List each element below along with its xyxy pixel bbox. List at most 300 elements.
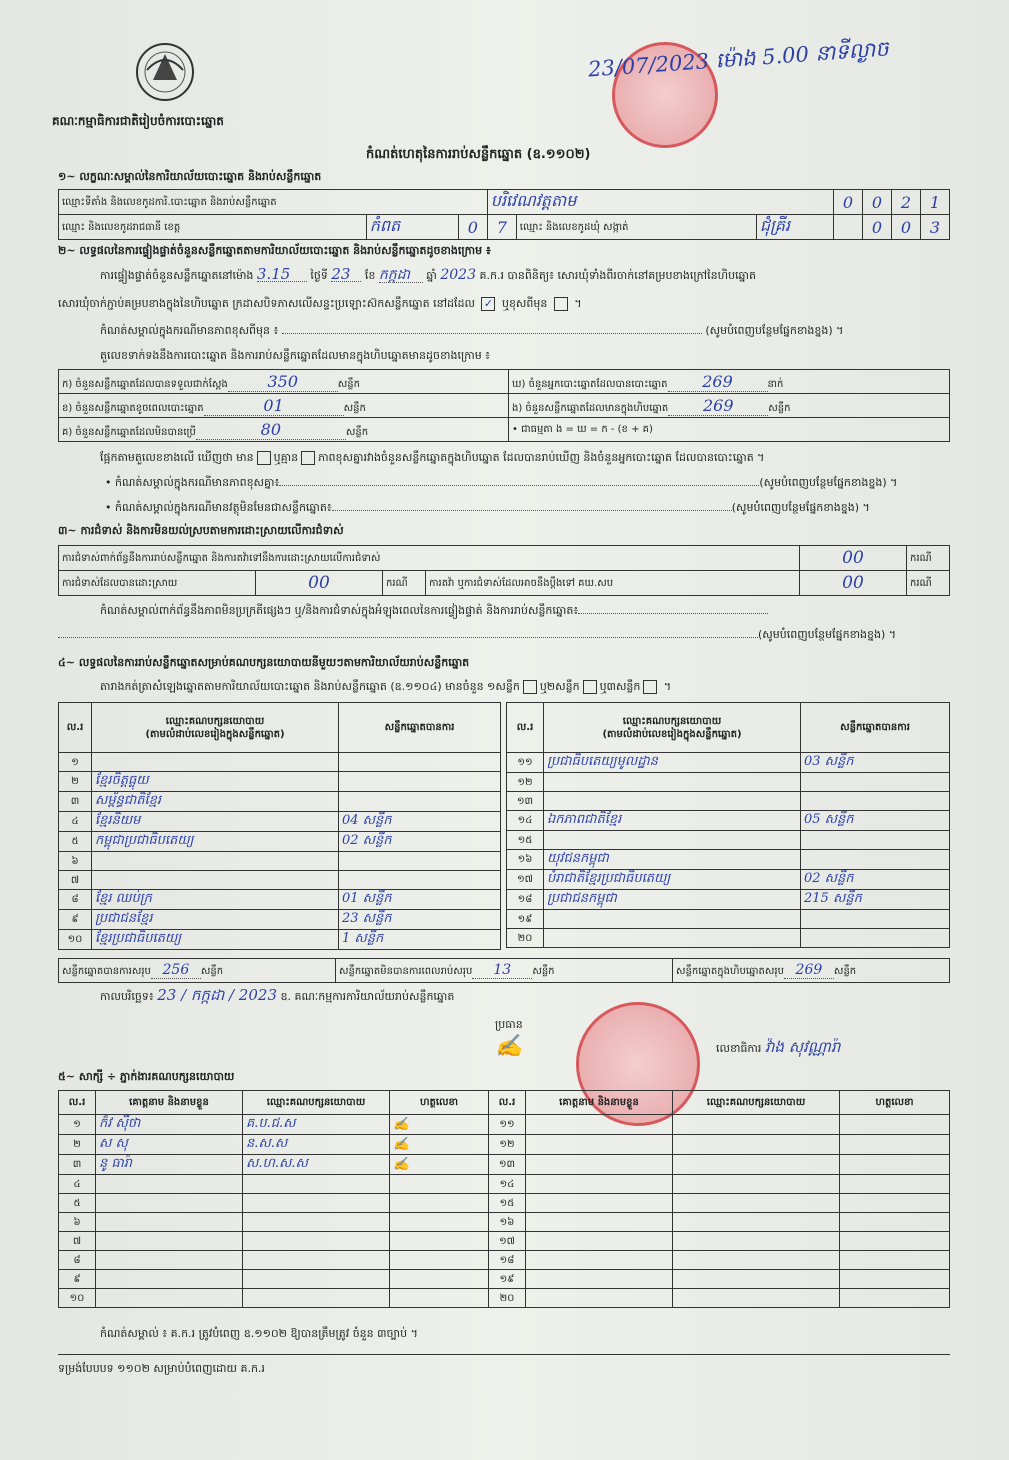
party-votes — [339, 772, 501, 792]
verify-year-label: ឆ្នាំ — [426, 269, 437, 282]
witness-signature — [390, 1232, 489, 1251]
row2-label: ឈ្មោះ និងលេខកូដរាជធានី ខេត្ត — [59, 215, 367, 240]
witness-row — [59, 1232, 950, 1251]
row-number: ៧ — [59, 871, 92, 890]
total-box-value: 269 — [784, 962, 834, 979]
party-votes: 23 សន្លឹក — [339, 910, 501, 930]
w-col-party: ឈ្មោះគណបក្សនយោបាយ — [243, 1091, 390, 1115]
witness-party-right — [673, 1232, 840, 1251]
irregularity-note-hint: (សូមបំពេញបន្ថែមផ្នែកខាងខ្នង) ។ — [758, 628, 897, 641]
foreign-object-hint: (សូមបំពេញបន្ថែមផ្នែកខាងខ្នង) ។ — [731, 501, 870, 514]
row-number: ៦ — [59, 1213, 96, 1232]
chair-label: ប្រធាន — [495, 1018, 523, 1031]
verification-line — [100, 267, 756, 283]
witness-party: ស.ហ.ស.ស — [243, 1155, 390, 1175]
foreign-object-note — [105, 501, 870, 515]
date-line — [100, 988, 454, 1004]
row-number: ១០ — [59, 930, 92, 950]
witness-party-right — [673, 1115, 840, 1135]
verify-time: 3.15 — [257, 267, 307, 282]
appeal-label: ការតវ៉ា ឬការជំទាស់ដែលអាចនឹងប្តឹងទៅ គឃ.សប — [426, 571, 800, 596]
witness-signature-right — [840, 1115, 950, 1135]
total-box-label: សន្លឹកឆ្នោតក្នុងហិបឆ្នោតសរុប — [676, 966, 784, 977]
w-col-name-right: គោត្តនាម និងនាមខ្លួន — [526, 1091, 673, 1115]
witness-party — [243, 1232, 390, 1251]
party-name: សម្ព័ន្ធជាតិខ្មែរ — [92, 792, 339, 812]
witness-name-right — [526, 1115, 673, 1135]
verify-year: 2023 — [440, 267, 476, 283]
table-row — [507, 910, 950, 929]
table-row — [59, 910, 501, 930]
witness-row — [59, 1175, 950, 1194]
party-votes: 02 សន្លឹក — [801, 870, 950, 890]
row-number: ១៣ — [507, 792, 544, 811]
location-code-3: 2 — [892, 190, 921, 215]
spoiled-unit: សន្លឹក — [343, 402, 366, 414]
figures-intro: តួលេខទាក់ទងនឹងការបោះឆ្នោត និងការរាប់សន្លឹកឆ្នោតដែលមានក្នុងហិបឆ្នោតមានដូចខាងក្រោម ៖ — [100, 349, 491, 362]
objections-table — [58, 545, 950, 596]
party-name — [544, 792, 801, 811]
party-votes: 215 សន្លឹក — [801, 890, 950, 910]
witness-row — [59, 1251, 950, 1270]
discrepancy-none: ឬគ្មាន — [273, 451, 299, 464]
witness-signature — [390, 1289, 489, 1308]
row-number-right: ១៩ — [489, 1270, 526, 1289]
table-row — [59, 772, 501, 792]
seal-text: សោរឃុំចាក់ភ្ជាប់គម្របខាងក្នុងនៃហិបឆ្នោត ក្រដាសបិទភាសលើសន្ទះប្រឡោះស៊កសន្លឹកឆ្នោត នៅដដែល — [58, 297, 475, 310]
party-votes — [339, 753, 501, 772]
witness-name-right — [526, 1213, 673, 1232]
party-name — [92, 871, 339, 890]
foreign-object-label: • កំណត់សម្គាល់ក្នុងករណីមានវត្ថុមិនមែនជាសន្លឹកឆ្នោត៖ — [105, 501, 332, 514]
row-number: ៥ — [59, 832, 92, 852]
row-number: ១០ — [59, 1289, 96, 1308]
row-number-right: ១៣ — [489, 1155, 526, 1175]
witness-signature-right — [840, 1232, 950, 1251]
witness-signature: ✍ — [390, 1115, 489, 1135]
province-code-1: 0 — [458, 215, 487, 240]
col-party — [92, 703, 339, 753]
party-name — [92, 753, 339, 772]
ballots-in-box-value: 269 — [668, 396, 768, 416]
party-votes: 05 សន្លឹក — [801, 811, 950, 831]
party-votes — [339, 792, 501, 812]
witness-signature — [390, 1270, 489, 1289]
witnesses-table — [58, 1090, 950, 1308]
witness-signature-right — [840, 1251, 950, 1270]
location-code-2: 0 — [863, 190, 892, 215]
witness-name: ស សុ — [96, 1135, 243, 1155]
table-row — [59, 812, 501, 832]
witness-name-right — [526, 1270, 673, 1289]
witness-party-right — [673, 1213, 840, 1232]
voters-label: ឃ) ចំនួនអ្នកបោះឆ្នោតដែលបានបោះឆ្នោត — [512, 378, 668, 390]
total-invalid-label: សន្លឹកឆ្នោតមិនបានការពេលរាប់សរុប — [339, 966, 473, 977]
one-sheet-checkbox[interactable] — [523, 680, 537, 694]
party-name — [544, 910, 801, 929]
party-name: ខ្មែរចិត្តធ្លុយ — [92, 772, 339, 792]
row-number: ៧ — [59, 1232, 96, 1251]
witness-name: នូ ធារ៉ា — [96, 1155, 243, 1175]
party-votes — [801, 910, 950, 929]
formula: • ជាធម្មតា ង = ឃ = ក - (ខ + គ) — [509, 418, 950, 442]
row-number-right: ១៥ — [489, 1194, 526, 1213]
table-row — [59, 871, 501, 890]
commune-name: ជុំគ្រីរ — [756, 215, 833, 240]
col-no-right: ល.រ — [507, 703, 544, 753]
form-title: កំណត់ហេតុនៃការរាប់សន្លឹកឆ្នោត (ឧ.១១០២) — [366, 147, 591, 162]
witness-name: ក៏វ ស៊ីថា — [96, 1115, 243, 1135]
ballots-in-box-unit: សន្លឹក — [768, 402, 791, 414]
party-votes — [801, 929, 950, 948]
witness-party: គ.ប.ជ.ស — [243, 1115, 390, 1135]
party-name — [92, 852, 339, 871]
appeal-value: 00 — [800, 571, 907, 596]
secretary-name: វ៉ាង សុវណ្ណារ៉ា — [764, 1038, 841, 1056]
three-sheet-label: ឬ៣សន្លឹក — [599, 680, 641, 693]
witness-party-right — [673, 1270, 840, 1289]
discrepancy-line — [100, 451, 764, 465]
resolved-unit: ករណី — [383, 571, 426, 596]
row-number-right: ១៧ — [489, 1232, 526, 1251]
table-row — [59, 753, 501, 772]
table-row — [59, 832, 501, 852]
section5-heading: ៥~ សាក្សី ÷ ភ្នាក់ងារគណបក្សនយោបាយ — [58, 1070, 235, 1083]
table-row — [507, 850, 950, 870]
row-number-right: ១៤ — [489, 1175, 526, 1194]
row1-label: ឈ្មោះទីតាំង និងលេខកូដការិ.បោះឆ្នោត និងរាប់សន្លឹកឆ្នោត — [59, 190, 488, 215]
footnote: កំណត់សម្គាល់ ៖ គ.ក.រ ត្រូវបំពេញ ឧ.១១០២ ឱ្យបានត្រឹមត្រូវ ចំនួន ៣ច្បាប់ ។ — [100, 1327, 418, 1340]
location-code-4: 1 — [921, 190, 950, 215]
spoiled-label: ខ) ចំនួនសន្លឹកឆ្នោតខូចពេលបោះឆ្នោត — [62, 402, 204, 414]
col-party-right-title: ឈ្មោះគណបក្សនយោបាយ — [622, 715, 722, 727]
unchanged-checkbox[interactable]: ✓ — [481, 297, 495, 311]
section4-heading: ៤~ លទ្ធផលនៃការរាប់សន្លឹកឆ្នោតសម្រាប់គណបក្សនយោបាយនីមួយៗតាមការិយាល័យរាប់សន្លឹកឆ្នោត — [58, 656, 470, 669]
section3-heading: ៣~ ការជំទាស់ និងការមិនយល់ស្របតាមការដោះស្រាយលើការជំទាស់ — [58, 524, 344, 537]
table-row — [59, 890, 501, 910]
unused-value: 80 — [196, 420, 346, 440]
emblem-logo — [133, 40, 197, 104]
witness-party-right — [673, 1135, 840, 1155]
ballots-in-box-label: ង) ចំនួនសន្លឹកឆ្នោតដែលមានក្នុងហិបឆ្នោត — [512, 402, 669, 414]
row-number: ១ — [59, 1115, 96, 1135]
irregularity-note-label: កំណត់សម្គាល់ពាក់ព័ន្ធនឹងភាពមិនប្រក្រតីផ្សេងៗ ឬ/និងការជំទាស់ក្នុងអំឡុងពេលនៃការផ្ទៀងផ្ទាត់ និងការរាប់សន្លឹកឆ្នោត៖ — [100, 604, 579, 617]
witness-signature: ✍ — [390, 1135, 489, 1155]
col-party-right — [544, 703, 801, 753]
changed-checkbox[interactable] — [554, 297, 568, 311]
row-number-right: ១២ — [489, 1135, 526, 1155]
witness-row — [59, 1135, 950, 1155]
witness-name — [96, 1213, 243, 1232]
verify-month: កក្កដា — [379, 268, 423, 283]
discrepancy-yes-checkbox[interactable] — [257, 451, 271, 465]
total-invalid-unit: សន្លឹក — [532, 966, 555, 977]
party-name: ប្រជាធិបតេយ្យមូលដ្ឋាន — [544, 753, 801, 773]
table-row — [59, 792, 501, 812]
party-votes: 04 សន្លឹក — [339, 812, 501, 832]
witness-party-right — [673, 1194, 840, 1213]
table-row — [59, 852, 501, 871]
difference-note-label: កំណត់សម្គាល់ក្នុងករណីមានភាពខុសពីមុន ៖ — [100, 324, 279, 337]
irregularity-note — [100, 604, 768, 618]
commune-label: ឈ្មោះ និងលេខកូដឃុំ សង្កាត់ — [516, 215, 756, 240]
witness-party-right — [673, 1289, 840, 1308]
party-votes: 03 សន្លឹក — [801, 753, 950, 773]
row-number: ៩ — [59, 1270, 96, 1289]
commune-code-2: 0 — [892, 215, 921, 240]
section2-heading: ២~ លទ្ធផលនៃការផ្ទៀងផ្ទាត់ចំនួនសន្លឹកឆ្នោតតាមការិយាល័យបោះឆ្នោត និងរាប់សន្លឹកឆ្នោតដូចខាងក្រោម ៖ — [58, 244, 491, 257]
w-col-sig-right: ហត្ថលេខា — [840, 1091, 950, 1115]
table-row — [507, 753, 950, 773]
section1-heading: ១~ លក្ខណៈសម្គាល់នៃការិយាល័យបោះឆ្នោត និងរាប់សន្លឹកឆ្នោត — [58, 170, 322, 183]
party-results-right — [506, 702, 950, 948]
row-number: ៦ — [59, 852, 92, 871]
province-name: កំពត — [366, 215, 458, 240]
location-name: បរិវេណវត្តតាម — [487, 190, 833, 215]
witness-party — [243, 1270, 390, 1289]
irregularity-note-2 — [58, 628, 896, 642]
row-number: ៨ — [59, 1251, 96, 1270]
table-row — [507, 890, 950, 910]
discrepancy-note-label: • កំណត់សម្គាល់ក្នុងករណីមានភាពខុសគ្នា៖ — [105, 476, 280, 489]
witness-row — [59, 1155, 950, 1175]
party-votes — [801, 831, 950, 850]
totals-table — [58, 958, 950, 983]
voters-unit: នាក់ — [767, 378, 784, 390]
two-sheet-checkbox[interactable] — [583, 680, 597, 694]
objections-label: ការជំទាស់ពាក់ព័ន្ធនឹងការរាប់សន្លឹកឆ្នោត និងការតវ៉ាទៅនឹងការដោះស្រាយលើការជំទាស់ — [59, 546, 800, 571]
received-unit: សន្លឹក — [337, 378, 360, 390]
row-number-right: ១១ — [489, 1115, 526, 1135]
objections-value: 00 — [800, 546, 907, 571]
party-votes: 1 សន្លឹក — [339, 930, 501, 950]
col-votes-right: សន្លឹកឆ្នោតបានការ — [801, 703, 950, 753]
row-number: ២ — [59, 1135, 96, 1155]
row-number-right: ១៦ — [489, 1213, 526, 1232]
table-row — [507, 773, 950, 792]
witness-signature-right — [840, 1135, 950, 1155]
total-invalid-value: 13 — [472, 962, 532, 979]
appeal-unit: ករណី — [907, 571, 950, 596]
changed-label: ឬខុសពីមុន — [501, 297, 548, 310]
date-value: 23 / កក្កដា / 2023 — [157, 986, 277, 1004]
date-label: កាលបរិច្ឆេទ៖ — [100, 990, 154, 1003]
w-col-party-right: ឈ្មោះគណបក្សនយោបាយ — [673, 1091, 840, 1115]
table-row — [507, 831, 950, 850]
spoiled-value: 01 — [204, 396, 344, 416]
witness-row — [59, 1213, 950, 1232]
verify-month-label: ខែ — [364, 269, 376, 282]
party-name — [544, 773, 801, 792]
party-name: កម្ពុជាប្រជាធិបតេយ្យ — [92, 832, 339, 852]
province-code-2: 7 — [487, 215, 516, 240]
witness-party-right — [673, 1175, 840, 1194]
witness-name — [96, 1270, 243, 1289]
party-votes — [801, 773, 950, 792]
row-number: ២ — [59, 772, 92, 792]
witness-name-right — [526, 1251, 673, 1270]
form-footer: ទម្រង់បែបបទ ១១០២ សម្រាប់បំពេញដោយ គ.ក.រ — [58, 1362, 265, 1375]
party-name: ខ្មែរប្រជាធិបតេយ្យ — [92, 930, 339, 950]
witness-name-right — [526, 1289, 673, 1308]
row-number: ៣ — [59, 792, 92, 812]
discrepancy-text: ភាពខុសគ្នារវាងចំនួនសន្លឹកឆ្នោតក្នុងហិបឆ្នោត ដែលបានរាប់ឃើញ និងចំនួនអ្នកបោះឆ្នោត ដែលបានបោះឆ្នោត ។ — [318, 451, 765, 464]
resolved-label: ការជំទាស់ដែលបានដោះស្រាយ — [59, 571, 256, 596]
witness-signature-right — [840, 1270, 950, 1289]
col-party-right-sub: (តាមលំដាប់លេខរៀងក្នុងសន្លឹកឆ្នោត) — [602, 728, 742, 740]
col-party-sub: (តាមលំដាប់លេខរៀងក្នុងសន្លឹកឆ្នោត) — [145, 728, 285, 740]
party-name: ខ្មែរនិយម — [92, 812, 339, 832]
voters-value: 269 — [668, 372, 768, 392]
two-sheet-label: ឬ២សន្លឹក — [539, 680, 580, 693]
table-row — [59, 930, 501, 950]
discrepancy-note — [105, 476, 897, 490]
witness-party: ន.ស.ស — [243, 1135, 390, 1155]
witness-signature — [390, 1194, 489, 1213]
witness-signature: ✍ — [390, 1155, 489, 1175]
party-name — [544, 831, 801, 850]
row-number: ១៦ — [507, 850, 544, 870]
witness-row — [59, 1289, 950, 1308]
row-number: ៩ — [59, 910, 92, 930]
tally-intro: តារាងកត់ត្រាសំឡេងឆ្នោតតាមការិយាល័យបោះឆ្នោត និងរាប់សន្លឹកឆ្នោត (ឧ.១១០៤) មានចំនួន ១សន្លឹក ឬ២សន្លឹក ឬ៣សន្លឹក ។ — [100, 680, 672, 693]
witness-party-right — [673, 1155, 840, 1175]
witness-signature — [390, 1213, 489, 1232]
witness-signature — [390, 1251, 489, 1270]
total-valid-unit: សន្លឹក — [200, 966, 224, 977]
witness-name — [96, 1251, 243, 1270]
table-row — [507, 870, 950, 890]
discrepancy-has: ផ្អែកតាមតួលេខខាងលើ ឃើញថា មាន — [100, 451, 254, 464]
witness-row — [59, 1270, 950, 1289]
chair-signature: ✍ — [495, 1034, 523, 1059]
party-name: ឯកភាពជាតិខ្មែរ — [544, 811, 801, 831]
col-votes: សន្លឹកឆ្នោតបានការ — [339, 703, 501, 753]
party-name: ប្រជាជនខ្មែរ — [92, 910, 339, 930]
party-name: ប្រជាជនកម្ពុជា — [544, 890, 801, 910]
verify-time-label: ការផ្ទៀងផ្ទាត់ចំនួនសន្លឹកឆ្នោតនៅម៉ោង — [100, 269, 254, 282]
verify-day-label: ថ្ងៃទី — [310, 269, 328, 282]
table-row — [507, 929, 950, 948]
party-votes — [339, 871, 501, 890]
objections-unit: ករណី — [907, 546, 950, 571]
row-number: ១១ — [507, 753, 544, 773]
witness-party — [243, 1251, 390, 1270]
received-datetime: 23/07/2023 ម៉ោង 5.00 នាទីល្ងាច — [587, 36, 890, 82]
received-value: 350 — [228, 372, 338, 392]
witness-party — [243, 1289, 390, 1308]
party-name: បំរាជាតិខ្មែរប្រជាធិបតេយ្យ — [544, 870, 801, 890]
resolved-value: 00 — [256, 571, 383, 596]
commune-code-3: 3 — [921, 215, 950, 240]
row-number: ១២ — [507, 773, 544, 792]
difference-note — [100, 324, 843, 338]
witness-row — [59, 1115, 950, 1135]
received-label: ក) ចំនួនសន្លឹកឆ្នោតដែលបានទទួលជាក់ស្តែង — [62, 378, 228, 390]
witness-signature — [390, 1175, 489, 1194]
seal-line: សោរឃុំចាក់ភ្ជាប់គម្របខាងក្នុងនៃហិបឆ្នោត ក្រដាសបិទភាសលើសន្ទះប្រឡោះស៊កសន្លឹកឆ្នោត នៅដដែល ✓ ឬខុសពីមុន ។ — [58, 297, 582, 310]
table-row — [507, 811, 950, 831]
party-votes — [801, 850, 950, 870]
figures-table — [58, 369, 950, 442]
witness-party-right — [673, 1251, 840, 1270]
three-sheet-checkbox[interactable] — [643, 680, 657, 694]
witness-signature-right — [840, 1194, 950, 1213]
location-code-1: 0 — [834, 190, 863, 215]
witness-party — [243, 1213, 390, 1232]
witness-name — [96, 1194, 243, 1213]
witness-name — [96, 1232, 243, 1251]
row-number: ១៧ — [507, 870, 544, 890]
witness-signature-right — [840, 1155, 950, 1175]
discrepancy-note-hint: (សូមបំពេញបន្ថែមផ្នែកខាងខ្នង) ។ — [759, 476, 898, 489]
row-number: ៤ — [59, 1175, 96, 1194]
secretary-line — [716, 1040, 840, 1056]
witness-signature-right — [840, 1289, 950, 1308]
w-col-no: ល.រ — [59, 1091, 96, 1115]
witness-signature-right — [840, 1175, 950, 1194]
discrepancy-no-checkbox[interactable] — [301, 451, 315, 465]
commune-code-1: 0 — [863, 215, 892, 240]
row-number: ១៤ — [507, 811, 544, 831]
secretary-label: លេខាធិការ — [716, 1042, 762, 1055]
witness-name — [96, 1175, 243, 1194]
row-number-right: ១៨ — [489, 1251, 526, 1270]
row-number: ១៥ — [507, 831, 544, 850]
total-box-unit: សន្លឹក — [833, 966, 857, 977]
witness-name-right — [526, 1175, 673, 1194]
table-row — [507, 792, 950, 811]
footer-divider — [58, 1354, 950, 1355]
row-number: ៣ — [59, 1155, 96, 1175]
witness-row — [59, 1194, 950, 1213]
witness-name-right — [526, 1135, 673, 1155]
row-number: ៥ — [59, 1194, 96, 1213]
row-number: ២០ — [507, 929, 544, 948]
row-number: ៤ — [59, 812, 92, 832]
witness-party — [243, 1175, 390, 1194]
verify-day: 23 — [331, 267, 361, 282]
party-votes: 01 សន្លឹក — [339, 890, 501, 910]
tally-intro-text: តារាងកត់ត្រាសំឡេងឆ្នោតតាមការិយាល័យបោះឆ្នោត និងរាប់សន្លឹកឆ្នោត (ឧ.១១០៤) មានចំនួន ១សន្លឹក — [100, 680, 520, 693]
w-col-name: គោត្តនាម និងនាមខ្លួន — [96, 1091, 243, 1115]
party-votes — [339, 852, 501, 871]
party-name — [544, 929, 801, 948]
col-party-title: ឈ្មោះគណបក្សនយោបាយ — [165, 715, 265, 727]
unused-unit: សន្លឹក — [345, 426, 369, 438]
unused-label: គ) ចំនួនសន្លឹកឆ្នោតដែលមិនបានប្រើ — [62, 426, 196, 438]
witness-signature-right — [840, 1213, 950, 1232]
row-number: ១ — [59, 753, 92, 772]
witness-party — [243, 1194, 390, 1213]
witness-name-right — [526, 1155, 673, 1175]
w-col-no-right: ល.រ — [489, 1091, 526, 1115]
witness-name — [96, 1289, 243, 1308]
w-col-sig: ហត្ថលេខា — [390, 1091, 489, 1115]
total-valid-label: សន្លឹកឆ្នោតបានការសរុប — [62, 966, 151, 977]
row-number: ៨ — [59, 890, 92, 910]
witness-name-right — [526, 1194, 673, 1213]
committee-label: ឧ. គណៈកម្មការការិយាល័យរាប់សន្លឹកឆ្នោត — [280, 990, 455, 1003]
row-number-right: ២០ — [489, 1289, 526, 1308]
col-no: ល.រ — [59, 703, 92, 753]
party-name: យុវជនកម្ពុជា — [544, 850, 801, 870]
section1-table — [58, 189, 950, 240]
difference-note-hint: (សូមបំពេញបន្ថែមផ្នែកខាងខ្នង) ។ — [705, 324, 844, 337]
party-votes: 02 សន្លឹក — [339, 832, 501, 852]
witness-name-right — [526, 1232, 673, 1251]
org-name: គណៈកម្មាធិការជាតិរៀបចំការបោះឆ្នោត — [52, 114, 224, 128]
